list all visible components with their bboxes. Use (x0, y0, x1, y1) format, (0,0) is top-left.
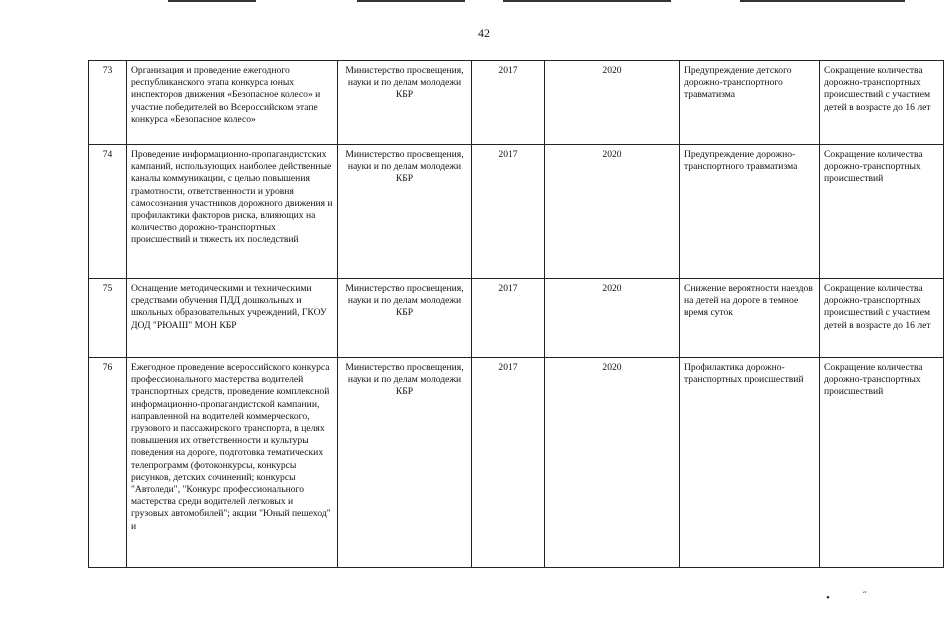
table-row (89, 145, 944, 279)
end-year-cell: 2020 (545, 61, 680, 145)
table-row (89, 358, 944, 568)
top-rule-1 (168, 0, 256, 2)
responsible-cell: Министерство просвещения, науки и по делам молодежи КБР (338, 145, 472, 279)
goal-cell: Снижение вероятности наездов на детей на дороге в темное время суток (680, 279, 820, 358)
row-number: 74 (89, 145, 127, 279)
result-cell: Сокращение количества дорожно-транспортных происшествий (820, 145, 944, 279)
end-year-cell: 2020 (545, 358, 680, 568)
goal-cell: Предупреждение детского дорожно-транспортного травматизма (680, 61, 820, 145)
goal-cell: Профилактика дорожно-транспортных происшествий (680, 358, 820, 568)
result-cell: Сокращение количества дорожно-транспортных происшествий (820, 358, 944, 568)
top-rule-3 (503, 0, 671, 2)
scan-mark-dot: • (826, 592, 830, 604)
page-number: 42 (478, 26, 490, 40)
responsible-cell: Министерство просвещения, науки и по делам молодежи КБР (338, 279, 472, 358)
row-number: 73 (89, 61, 127, 145)
table-row (89, 61, 944, 145)
responsible-cell: Министерство просвещения, науки и по делам молодежи КБР (338, 358, 472, 568)
result-cell: Сокращение количества дорожно-транспортных происшествий с участием детей в возрасте до 16 лет (820, 61, 944, 145)
measures-table (88, 60, 944, 568)
table-row (89, 279, 944, 358)
responsible-cell: Министерство просвещения, науки и по делам молодежи КБР (338, 61, 472, 145)
end-year-cell: 2020 (545, 279, 680, 358)
start-year-cell: 2017 (472, 358, 545, 568)
start-year-cell: 2017 (472, 145, 545, 279)
end-year-cell: 2020 (545, 145, 680, 279)
result-cell: Сокращение количества дорожно-транспортных происшествий с участием детей в возрасте до 16 лет (820, 279, 944, 358)
activity-cell: Оснащение методическими и техническими средствами обучения ПДД дошкольных и школьных образовательных учреждений, ГКОУ ДОД "РЮАШ" МОН КБР (127, 279, 338, 358)
start-year-cell: 2017 (472, 61, 545, 145)
row-number: 76 (89, 358, 127, 568)
goal-cell: Предупреждение дорожно-транспортного травматизма (680, 145, 820, 279)
activity-cell: Проведение информационно-пропагандистских кампаний, использующих наиболее действенные каналы коммуникации, с целью повышения грамотности, ответственности и уровня самосознания участников дорожного движения и профилактики факторов риска, влияющих на количество дорожно-транспортных происшествий и тяжесть их последствий (127, 145, 338, 279)
scan-mark-quote: ˝ (863, 590, 867, 602)
top-rule-2 (357, 0, 465, 2)
top-rule-4 (740, 0, 905, 2)
row-number: 75 (89, 279, 127, 358)
activity-cell: Ежегодное проведение всероссийского конкурса профессионального мастерства водителей транспортных средств, проведение комплексной информационно-пропагандистской кампании, направленной на водителей коммерческого, грузового и пассажирского транспорта, в целях повышения их ответственности и культуры поведения на дороге, подготовка тематических телепрограмм (фотоконкурсы, конкурсы рисунков, детских сочинений; конкурсы "Автоледи", "Конкурс профессионального мастерства среди водителей легковых и грузовых автомобилей"; акции "Юный пешеход" и (127, 358, 338, 568)
activity-cell: Организация и проведение ежегодного республиканского этапа конкурса юных инспекторов движения «Безопасное колесо» и участие победителей во Всероссийском этапе конкурса «Безопасное колесо» (127, 61, 338, 145)
start-year-cell: 2017 (472, 279, 545, 358)
